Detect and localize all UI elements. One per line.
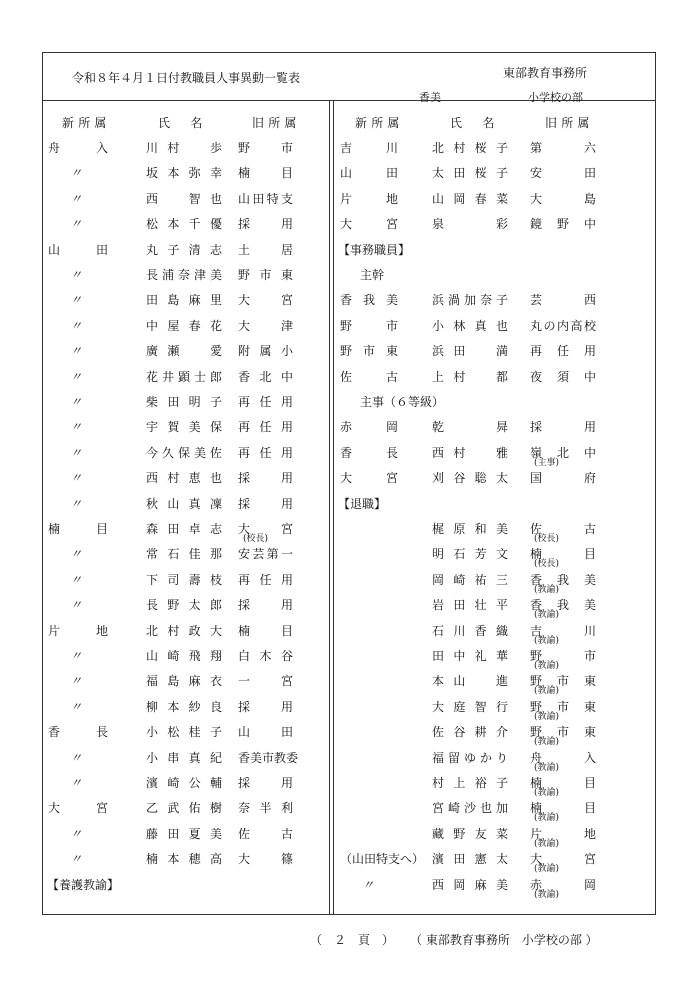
position-note: (校長) <box>534 559 560 570</box>
old-post: 佐古 <box>530 522 596 536</box>
old-post: 野市東 <box>530 725 596 740</box>
staff-name: 西村恵也 <box>146 471 222 486</box>
new-post: 〃 <box>70 649 83 663</box>
left-col-name-header: 氏 名 <box>158 116 207 130</box>
staff-name: 太田桜子 <box>432 166 508 181</box>
staff-name: 廣瀬 愛 <box>146 344 222 359</box>
old-post: 再任用 <box>238 445 293 460</box>
staff-name: 明石芳文 <box>432 547 508 562</box>
staff-name: 藤田夏美 <box>146 826 222 841</box>
old-post: 採用 <box>238 776 293 790</box>
old-post: 再任用 <box>530 344 596 359</box>
position-note: (教諭) <box>534 737 560 748</box>
new-post: 大 宮 <box>340 471 398 486</box>
old-post: 安芸第一 <box>238 547 293 562</box>
new-post: 〃 <box>70 496 83 511</box>
old-post: 大宮 <box>238 522 293 536</box>
old-post: 赤岡 <box>530 877 596 892</box>
staff-name: 丸子清志 <box>146 242 222 257</box>
new-post: （山田特支へ） <box>340 852 425 867</box>
old-post: 楠目 <box>238 166 293 181</box>
staff-name: 浜田 満 <box>432 344 508 359</box>
old-post: 採用 <box>238 598 293 613</box>
new-post: 〃 <box>70 471 83 486</box>
old-post: 野市東 <box>530 674 596 689</box>
old-post: 野市東 <box>238 268 293 282</box>
column-divider <box>329 100 334 915</box>
new-post: 〃 <box>70 318 83 333</box>
staff-name: 濱崎公輔 <box>146 776 222 790</box>
old-post: 採用 <box>530 420 596 435</box>
staff-name: 下司壽枝 <box>146 572 222 587</box>
footer-office-note: （ 東部教育事務所 小学校の部 ） <box>410 933 598 947</box>
staff-name: 刈谷聡太 <box>432 471 508 486</box>
new-post: 〃 <box>70 344 83 359</box>
new-post: 〃 <box>70 166 83 181</box>
staff-name: 田島麻里 <box>146 293 222 308</box>
staff-name: 中屋春花 <box>146 318 222 333</box>
new-post: 片 地 <box>340 191 398 206</box>
old-post: 山田特支 <box>238 191 293 206</box>
old-post: 香美市教委 <box>238 750 299 765</box>
old-post: 嶺北中 <box>530 445 596 460</box>
office-name: 東部教育事務所 <box>503 66 588 80</box>
staff-name: 柳本紗良 <box>146 699 222 714</box>
new-post: 〃 <box>70 572 83 587</box>
staff-name: 岡崎祐三 <box>432 572 508 587</box>
staff-name: 森田卓志 <box>146 522 222 536</box>
old-post: 土居 <box>238 242 293 257</box>
old-post: 大宮 <box>238 293 293 308</box>
staff-name: 川村 歩 <box>146 141 222 155</box>
staff-name: 宇賀美保 <box>146 420 222 435</box>
old-post: 香北中 <box>238 369 293 384</box>
position-note: (教諭) <box>534 635 560 646</box>
new-post: 舟 入 <box>48 141 108 155</box>
staff-name: 長浦奈津美 <box>146 268 222 282</box>
staff-name: 花井顕士郎 <box>146 369 222 384</box>
old-post: 野市 <box>238 141 293 155</box>
staff-name: 梶原和美 <box>432 522 508 536</box>
right-col-name-header: 氏 名 <box>450 116 499 130</box>
old-post: 丸の内高校 <box>530 318 596 333</box>
position-note: (教諭) <box>534 610 560 621</box>
left-col-old-header: 旧所属 <box>252 116 301 130</box>
new-post: 香 長 <box>48 725 108 740</box>
old-post: 楠目 <box>530 547 596 562</box>
old-post: 山田 <box>238 725 293 740</box>
staff-name: 乙武佑樹 <box>146 801 222 816</box>
position-note: (教諭) <box>534 686 560 697</box>
division-name: 小学校の部 <box>528 91 583 104</box>
staff-name: 西村 雅 <box>432 445 508 460</box>
old-post: 大篠 <box>238 852 293 867</box>
staff-name: 長野太郎 <box>146 598 222 613</box>
position-note: (校長) <box>243 534 269 544</box>
old-post: 佐古 <box>238 826 293 841</box>
staff-name: 北村政大 <box>146 623 222 638</box>
old-post: 再任用 <box>238 420 293 435</box>
subsection-clerk: 主事（６等級） <box>360 395 445 409</box>
left-col-new-header: 新所属 <box>62 116 111 130</box>
old-post: 舟入 <box>530 750 596 765</box>
right-col-old-header: 旧所属 <box>545 116 594 130</box>
old-post: 楠目 <box>530 776 596 790</box>
new-post: 〃 <box>70 826 83 841</box>
new-post: 片 地 <box>48 623 108 638</box>
old-post: 白木谷 <box>238 649 293 663</box>
footer-page-number: （ ２ 頁 ） <box>310 933 395 947</box>
staff-name: 泉 彩 <box>432 217 508 232</box>
old-post: 香我美 <box>530 572 596 587</box>
old-post: 採用 <box>238 217 293 232</box>
position-note: (校長) <box>534 534 560 544</box>
old-post: 国府 <box>530 471 596 486</box>
old-post: 再任用 <box>238 395 293 409</box>
new-post: 〃 <box>70 699 83 714</box>
old-post: 大島 <box>530 191 596 206</box>
new-post: 野市東 <box>340 344 398 359</box>
right-col-new-header: 新所属 <box>355 116 404 130</box>
new-post: 山 田 <box>48 242 108 257</box>
old-post: 採用 <box>238 699 293 714</box>
new-post: 〃 <box>70 674 83 689</box>
old-post: 香我美 <box>530 598 596 613</box>
staff-name: 今久保美佐 <box>146 445 222 460</box>
staff-name: 常石佳那 <box>146 547 222 562</box>
staff-name: 福留ゆかり <box>432 750 508 765</box>
region-name: 香美 <box>419 91 441 104</box>
staff-name: 松本千優 <box>146 217 222 232</box>
new-post: 香 長 <box>340 445 398 460</box>
new-post: 大 宮 <box>48 801 108 816</box>
staff-name: 大庭智行 <box>432 699 508 714</box>
subsection-chief: 主幹 <box>360 268 385 282</box>
section-nurse-teacher: 【養護教諭】 <box>47 877 120 892</box>
old-post: 附属小 <box>238 344 293 359</box>
staff-name: 小林真也 <box>432 318 508 333</box>
staff-name: 佐谷耕介 <box>432 725 508 740</box>
new-post: 〃 <box>70 369 83 384</box>
old-post: 奈半利 <box>238 801 293 816</box>
new-post: 大 宮 <box>340 217 398 232</box>
position-note: (教諭) <box>534 661 560 671</box>
new-post: 〃 <box>70 191 83 206</box>
staff-name: 秋山真凜 <box>146 496 222 511</box>
old-post: 採用 <box>238 471 293 486</box>
staff-name: 乾 曻 <box>432 420 508 435</box>
position-note: (教諭) <box>534 864 560 875</box>
staff-name: 山岡春菜 <box>432 191 508 206</box>
staff-name: 石川香織 <box>432 623 508 638</box>
old-post: 一宮 <box>238 674 293 689</box>
old-post: 楠目 <box>238 623 293 638</box>
old-post: 採用 <box>238 496 293 511</box>
staff-name: 山崎飛翔 <box>146 649 222 663</box>
new-post: 〃 <box>70 547 83 562</box>
new-post: 山 田 <box>340 166 398 181</box>
new-post: 〃 <box>70 598 83 613</box>
position-note: (主事) <box>534 457 560 468</box>
old-post: 第六 <box>530 141 596 155</box>
position-note: (教諭) <box>534 762 560 773</box>
new-post: 〃 <box>70 776 83 790</box>
new-post: 香我美 <box>340 293 398 308</box>
old-post: 芸西 <box>530 293 596 308</box>
position-note: (教諭) <box>534 889 560 900</box>
old-post: 安田 <box>530 166 596 181</box>
staff-name: 本山 進 <box>432 674 508 689</box>
staff-name: 宮崎沙也加 <box>432 801 508 816</box>
old-post: 吉川 <box>530 623 596 638</box>
staff-name: 浜渦加奈子 <box>432 293 508 308</box>
staff-name: 小松桂子 <box>146 725 222 740</box>
old-post: 再任用 <box>238 572 293 587</box>
old-post: 野市 <box>530 649 596 663</box>
staff-name: 坂本弥幸 <box>146 166 222 181</box>
new-post: 楠 目 <box>48 522 108 536</box>
old-post: 夜須中 <box>530 369 596 384</box>
new-post: 〃 <box>70 852 83 867</box>
staff-name: 藏野友菜 <box>432 826 508 841</box>
new-post: 吉 川 <box>340 141 398 155</box>
section-retirement: 【退職】 <box>338 496 387 511</box>
old-post: 野市東 <box>530 699 596 714</box>
new-post: 〃 <box>70 217 83 232</box>
new-post: 赤 岡 <box>340 420 398 435</box>
position-note: (教諭) <box>534 788 560 798</box>
staff-name: 小串真紀 <box>146 750 222 765</box>
new-post: 〃 <box>70 445 83 460</box>
new-post: 野 市 <box>340 318 398 333</box>
staff-name: 村上裕子 <box>432 776 508 790</box>
staff-name: 岩田壮平 <box>432 598 508 613</box>
staff-name: 北村桜子 <box>432 141 508 155</box>
old-post: 大津 <box>238 318 293 333</box>
new-post: 〃 <box>70 395 83 409</box>
staff-name: 楠本穂高 <box>146 852 222 867</box>
staff-name: 柴田明子 <box>146 395 222 409</box>
position-note: (教諭) <box>534 838 560 849</box>
old-post: 鏡野中 <box>530 217 596 232</box>
staff-name: 濱田憲太 <box>432 852 508 867</box>
staff-name: 福島麻衣 <box>146 674 222 689</box>
old-post: 楠目 <box>530 801 596 816</box>
new-post: 〃 <box>70 268 83 282</box>
position-note: (教諭) <box>534 813 560 824</box>
section-office-staff: 【事務職員】 <box>338 242 411 257</box>
old-post: 大宮 <box>530 852 596 867</box>
position-note: (教諭) <box>534 711 560 722</box>
staff-name: 上村 都 <box>432 369 508 384</box>
staff-name: 田中礼華 <box>432 649 508 663</box>
new-post: 〃 <box>70 750 83 765</box>
new-post: 〃 <box>362 877 375 892</box>
new-post: 佐 古 <box>340 369 398 384</box>
staff-name: 西岡麻美 <box>432 877 508 892</box>
old-post: 片地 <box>530 826 596 841</box>
document-title: 令和８年４月１日付教職員人事異動一覧表 <box>72 71 301 85</box>
new-post: 〃 <box>70 420 83 435</box>
position-note: (教諭) <box>534 584 560 595</box>
staff-name: 西 智也 <box>146 191 222 206</box>
new-post: 〃 <box>70 293 83 308</box>
